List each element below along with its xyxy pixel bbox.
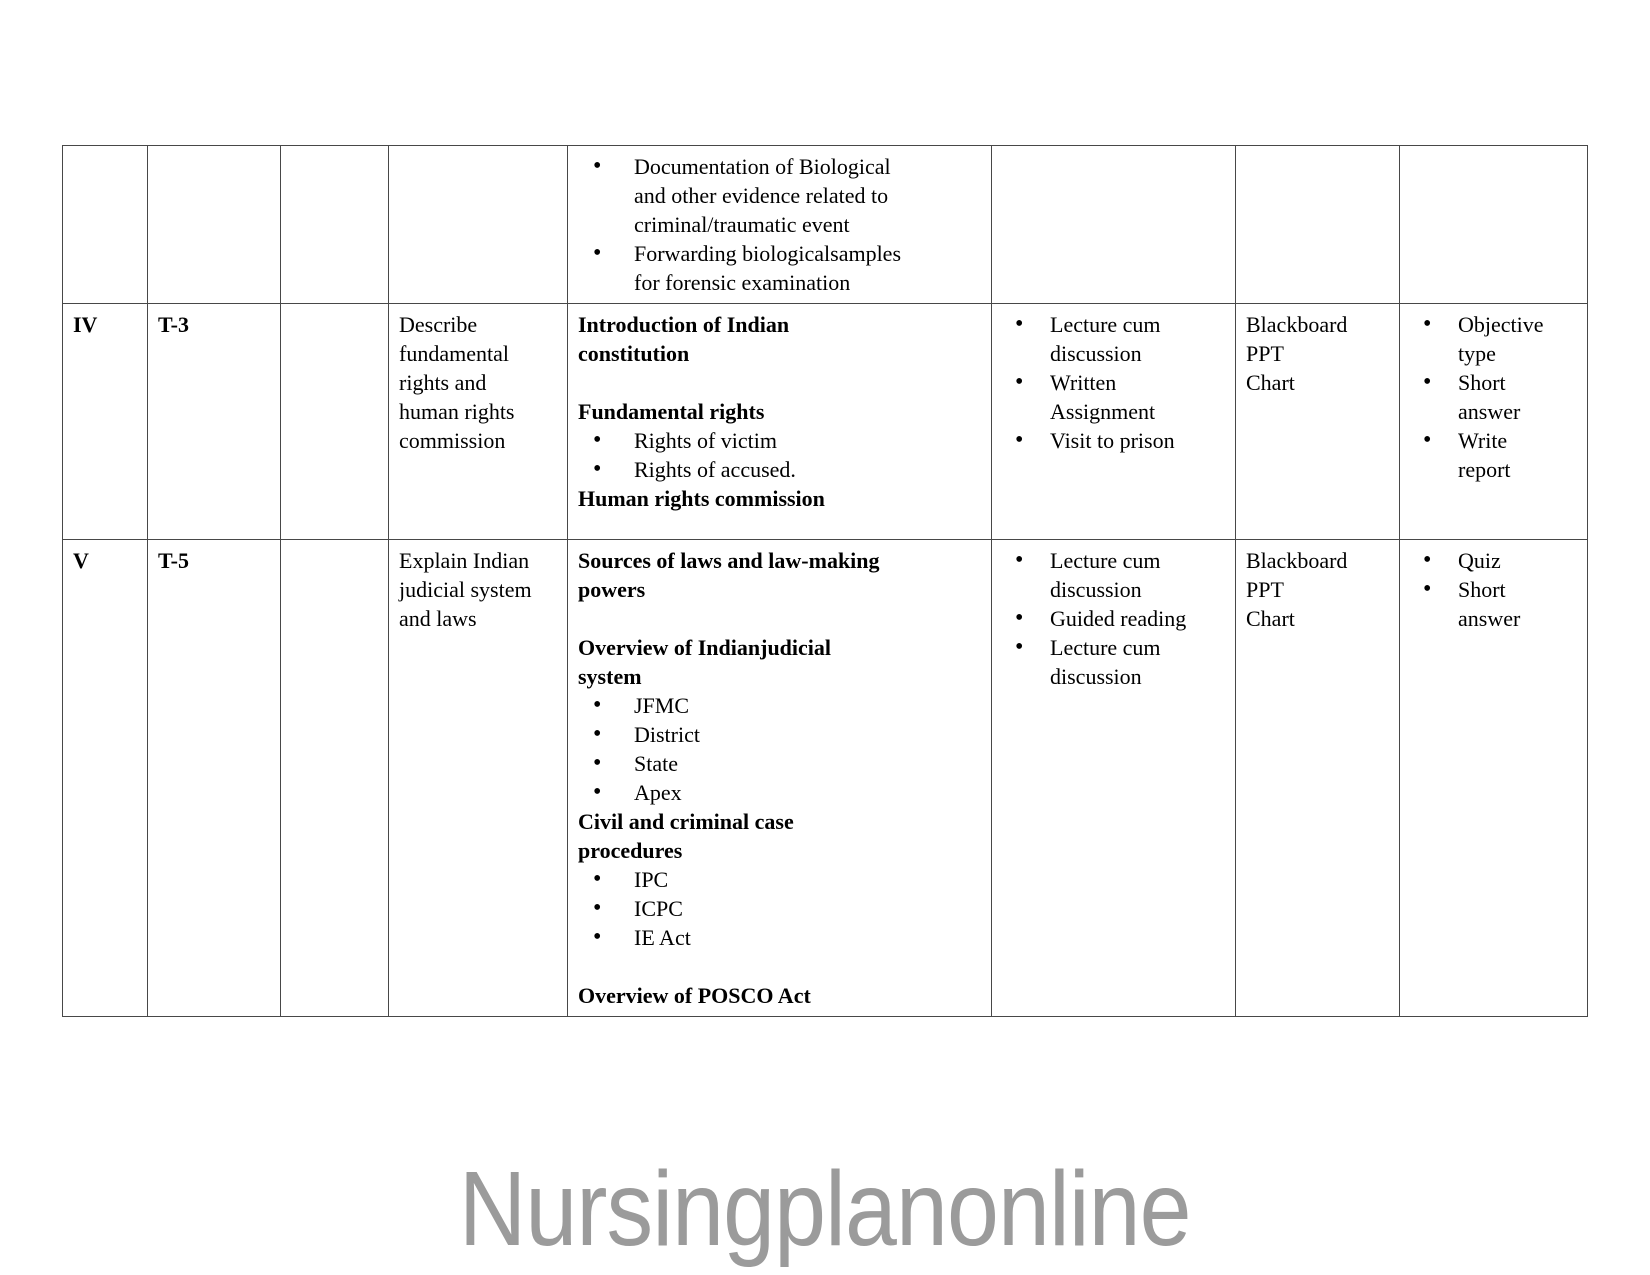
cell-hours bbox=[148, 304, 281, 540]
bullet-item: • Apex bbox=[578, 778, 983, 807]
bullet-item: • IPC bbox=[578, 865, 983, 894]
bullet-list bbox=[1002, 546, 1227, 691]
cell-av-aids bbox=[1236, 146, 1400, 304]
blank-line bbox=[578, 952, 983, 981]
bullet-list bbox=[578, 152, 983, 297]
cell-unit bbox=[63, 540, 148, 1017]
cell-teaching-activity bbox=[992, 540, 1236, 1017]
cell-content bbox=[568, 540, 992, 1017]
bullet-item: • Visit to prison bbox=[1002, 426, 1227, 455]
body-text: Describe fundamental rights and human rights commission bbox=[399, 312, 515, 453]
watermark-text: Nursingplanonline bbox=[459, 1150, 1191, 1268]
cell-hours bbox=[148, 540, 281, 1017]
watermark-container bbox=[0, 1151, 1650, 1268]
bullet-item: • Lecture cum discussion bbox=[1002, 546, 1227, 604]
bullet-item: • Rights of victim bbox=[578, 426, 983, 455]
cell-unit bbox=[63, 146, 148, 304]
heading-text: Sources of laws and law-making powers bbox=[578, 548, 880, 602]
bullet-item: • Lecture cum discussion bbox=[1002, 310, 1227, 368]
heading-text: Overview of POSCO Act bbox=[578, 983, 811, 1008]
cell-blank bbox=[281, 146, 389, 304]
cell-content bbox=[568, 146, 992, 304]
cell-blank bbox=[281, 540, 389, 1017]
cell-objectives bbox=[389, 146, 568, 304]
cell-blank bbox=[281, 304, 389, 540]
heading-text: V bbox=[73, 548, 89, 573]
blank-line bbox=[578, 368, 983, 397]
bullet-item: • District bbox=[578, 720, 983, 749]
bullet-item: • State bbox=[578, 749, 983, 778]
cell-av-aids bbox=[1236, 540, 1400, 1017]
bullet-item: • Written Assignment bbox=[1002, 368, 1227, 426]
bullet-item: • Quiz bbox=[1410, 546, 1579, 575]
cell-objectives bbox=[389, 540, 568, 1017]
heading-text: Civil and criminal case procedures bbox=[578, 809, 794, 863]
cell-assessment bbox=[1400, 304, 1588, 540]
cell-assessment bbox=[1400, 540, 1588, 1017]
cell-hours bbox=[148, 146, 281, 304]
cell-objectives bbox=[389, 304, 568, 540]
bullet-list bbox=[578, 426, 983, 484]
heading-text: T-3 bbox=[158, 312, 189, 337]
row-unit-v bbox=[63, 540, 1588, 1017]
bullet-item: • Short answer bbox=[1410, 368, 1579, 426]
bullet-item: • Forwarding biologicalsamples for forensic examination bbox=[578, 239, 983, 297]
blank-line bbox=[578, 604, 983, 633]
body-text: Blackboard PPT Chart bbox=[1246, 548, 1348, 631]
cell-assessment bbox=[1400, 146, 1588, 304]
row-previous-unit-continued bbox=[63, 146, 1588, 304]
heading-text: IV bbox=[73, 312, 98, 337]
bullet-item: • Short answer bbox=[1410, 575, 1579, 633]
cell-teaching-activity bbox=[992, 304, 1236, 540]
teaching-plan-table bbox=[62, 145, 1588, 1017]
heading-text: Introduction of Indian constitution bbox=[578, 312, 790, 366]
body-text: Blackboard PPT Chart bbox=[1246, 312, 1348, 395]
bullet-item: • Objective type bbox=[1410, 310, 1579, 368]
bullet-item: • Lecture cum discussion bbox=[1002, 633, 1227, 691]
heading-text: Overview of Indianjudicial system bbox=[578, 635, 832, 689]
bullet-item: • Documentation of Biological and other evidence related to criminal/traumatic event bbox=[578, 152, 983, 239]
body-text: Explain Indian judicial system and laws bbox=[399, 548, 532, 631]
bullet-item: • IE Act bbox=[578, 923, 983, 952]
bullet-list bbox=[1410, 310, 1579, 484]
cell-av-aids bbox=[1236, 304, 1400, 540]
row-unit-iv bbox=[63, 304, 1588, 540]
bullet-item: • ICPC bbox=[578, 894, 983, 923]
bullet-item: • JFMC bbox=[578, 691, 983, 720]
heading-text: Fundamental rights bbox=[578, 399, 765, 424]
bullet-item: • Rights of accused. bbox=[578, 455, 983, 484]
bullet-list bbox=[1002, 310, 1227, 455]
bullet-list bbox=[1410, 546, 1579, 633]
bullet-list bbox=[578, 691, 983, 807]
cell-unit bbox=[63, 304, 148, 540]
heading-text: T-5 bbox=[158, 548, 189, 573]
bullet-list bbox=[578, 865, 983, 952]
bullet-item: • Guided reading bbox=[1002, 604, 1227, 633]
cell-teaching-activity bbox=[992, 146, 1236, 304]
cell-content bbox=[568, 304, 992, 540]
bullet-item: • Write report bbox=[1410, 426, 1579, 484]
heading-text: Human rights commission bbox=[578, 486, 825, 511]
